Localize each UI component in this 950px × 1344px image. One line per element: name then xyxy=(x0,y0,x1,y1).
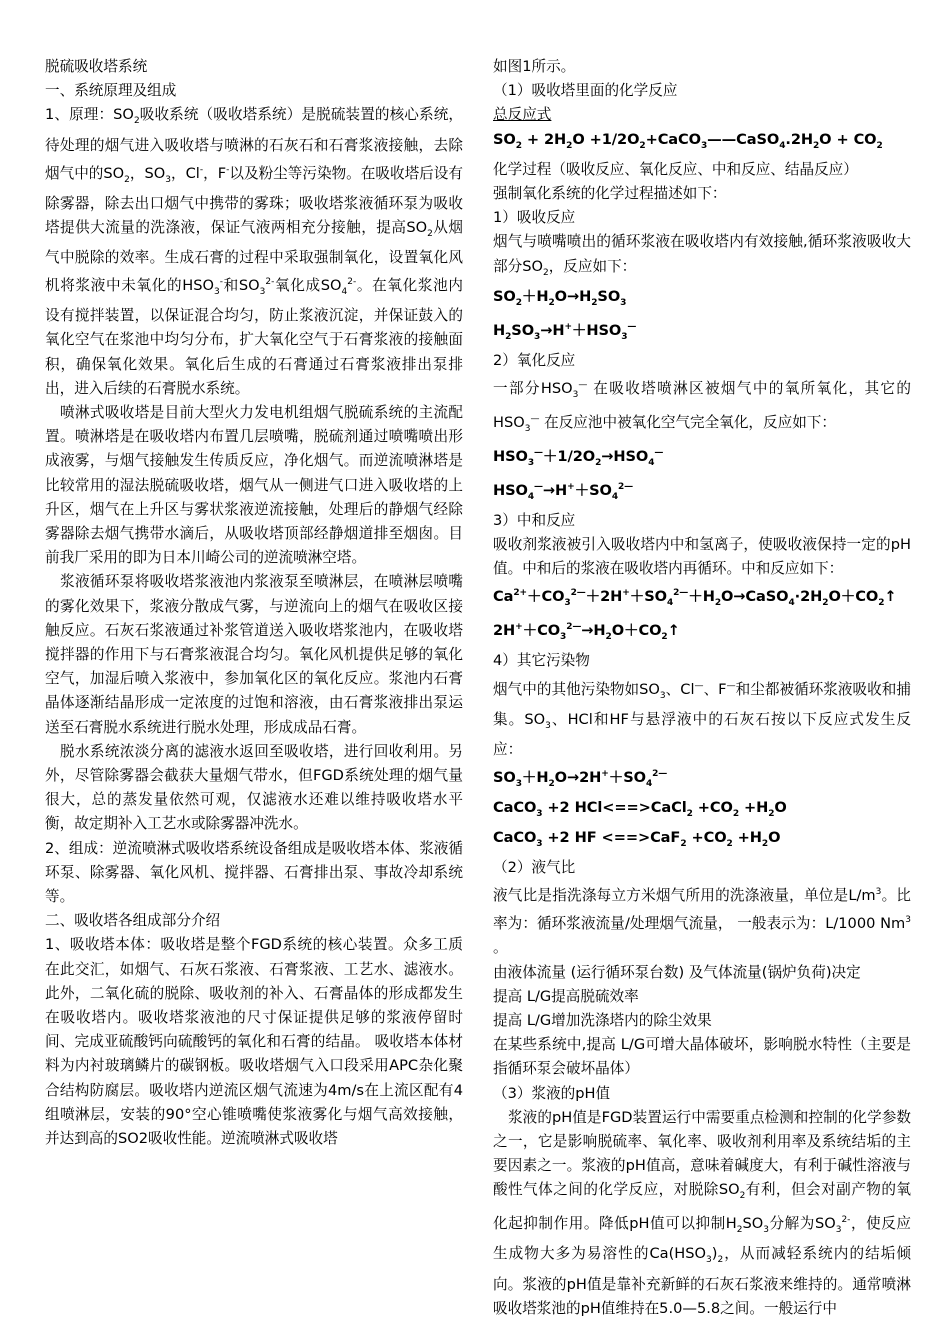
right-paragraph-22: CaCO$_3$ +2 HF $<==>CaF_2 +CO_2 +H_2O$ xyxy=(493,828,781,849)
right-column xyxy=(493,55,911,1321)
left-paragraph-7: 二、吸收塔各组成部分介绍 xyxy=(45,912,221,930)
right-paragraph-19: 烟气中的其他污染物如$SO_3$、Cl—、F—和尘都被循环浆液吸收和捕集。$SO_3$、HCl和HF与悬浮液中的石灰石按以下反应式发生反应： xyxy=(493,680,911,758)
right-paragraph-13: $HSO_4^—\to H^++SO_4^{2—}$ xyxy=(493,481,634,502)
left-paragraph-1: 一、系统原理及组成 xyxy=(45,82,177,100)
right-paragraph-4: 化学过程（吸收反应、氧化反应、中和反应、结晶反应） xyxy=(493,160,858,178)
left-paragraph-6: 2、组成：逆流喷淋式吸收塔系统设备组成是吸收塔本体、浆液循环泵、除雾器、氧化风机、搅拌器、石膏排出泵、事故冷却系统等。 xyxy=(45,839,463,906)
right-paragraph-23: （2）液气比 xyxy=(493,859,576,877)
left-paragraph-0: 脱硫吸收塔系统 xyxy=(45,58,148,75)
left-paragraph-3: 喷淋式吸收塔是目前大型火力发电机组烟气脱硫系统的主流配置。喷淋塔是在吸收塔内布置几层喷嘴，脱硫剂通过喷嘴喷出形成液雾，与烟气接触发生传质反应，净化烟气。而逆流喷淋塔是比较常用的湿法脱硫吸收塔，烟气从一侧进气口进入吸收塔的上升区，烟气在上升区与雾状浆液逆流接触，处理后的静烟气经除雾器除去烟气携带水滴后，从吸收塔顶部经静烟道排至烟囱。目前我厂采用的即为日本川崎公司的逆流喷淋空塔。 xyxy=(45,403,463,567)
right-paragraph-8: $SO_2+H_2O\to H_2SO_3$ xyxy=(493,287,627,308)
right-paragraph-25: 由液体流量 (运行循环泵台数) 及气体流量(锅炉负荷)决定 xyxy=(493,963,861,981)
right-paragraph-29: （3）浆液的pH值 xyxy=(493,1084,611,1102)
right-paragraph-0: 如图1所示。 xyxy=(493,58,576,75)
right-paragraph-15: 吸收剂浆液被引入吸收塔内中和氢离子，使吸收液保持一定的pH值。中和后的浆液在吸收塔内再循环。中和反应如下： xyxy=(493,536,911,578)
right-paragraph-1: （1）吸收塔里面的化学反应 xyxy=(493,82,678,100)
right-paragraph-20: $SO_3+H_2O\to 2H^++SO_4^{2—}$ xyxy=(493,768,668,789)
right-paragraph-28: 在某些系统中,提高 L/G可增大晶体破坏，影响脱水特性（主要是指循环泵会破坏晶体） xyxy=(493,1036,911,1078)
right-paragraph-14: 3）中和反应 xyxy=(493,511,576,529)
right-paragraph-16: $Ca^{2+}+CO_3^{2—}+2H^++SO_4^{2—}+H_2O\to CaSO_4\cdot 2H_2O+CO_2↑$ xyxy=(493,588,897,609)
left-paragraph-2: 1、原理：$SO_2$吸收系统（吸收塔系统）是脱硫装置的核心系统，待处理的烟气进入吸收塔与喷淋的石灰石和石膏浆液接触，去除烟气中的$SO_2$，$SO_3$，Cl-，F-以及粉尘等污染物。在吸收塔后设有除雾器，除去出口烟气中携带的雾珠；吸收塔浆液循环泵为吸收塔提供大流量的洗涤液，保证气液两相充分接触，提高$SO_2$从烟气中脱除的效率。生成石膏的过程中采取强制氧化，设置氧化风机将浆液中未氧化的$HSO_3^-$和$SO_3^{2-}$氧化成$SO_4^{2-}$。在氧化浆池内设有搅拌装置，以保证混合均匀，防止浆液沉淀，并保证鼓入的氧化空气在浆池中均匀分布，扩大氧化空气于石膏浆液的接触面积，确保氧化效果。氧化后生成的石膏通过石膏浆液排出泵排出，进入后续的石膏脱水系统。 xyxy=(45,106,463,397)
left-paragraph-8: 1、吸收塔本体：吸收塔是整个FGD系统的核心装置。众多工质在此交汇，如烟气、石灰石浆液、石膏浆液、工艺水、滤液水。此外，二氧化硫的脱除、吸收剂的补入、石膏晶体的形成都发生在吸收塔内。吸收塔浆液池的尺寸保证提供足够的浆液停留时间、完成亚硫酸钙向硫酸钙的氧化和石膏的结晶。 吸收塔本体材料为内衬玻璃鳞片的碳钢板。吸收塔烟气入口段采用APC杂化聚合结构防腐层。吸收塔内逆流区烟气流速为4m/s在上流区配有4组喷淋层，安装的90°空心锥喷嘴使浆液雾化与烟气高效接触，并达到高的SO2吸收性能。逆流喷淋式吸收塔 xyxy=(45,936,463,1148)
right-paragraph-5: 强制氧化系统的化学过程描述如下： xyxy=(493,184,727,202)
left-column xyxy=(45,55,463,1151)
right-paragraph-24: 液气比是指洗涤每立方米烟气所用的洗涤液量，单位是$L/m^3$。比率为：循环浆液流量/处理烟气流量， 一般表示为：L/1000 Nm$^3$ 。 xyxy=(493,887,911,957)
right-paragraph-17: $2H^++CO_3^{2—}\to H_2O+CO_2↑$ xyxy=(493,622,680,643)
right-paragraph-11: 一部分$HSO_3^—$ 在吸收塔喷淋区被烟气中的氧所氧化，其它的$HSO_3^—$ 在反应池中被氧化空气完全氧化，反应如下： xyxy=(493,379,911,434)
right-paragraph-9: $H_2SO_3\to H^++HSO_3^—$ xyxy=(493,321,637,342)
right-paragraph-30: 浆液的pH值是FGD装置运行中需要重点检测和控制的化学参数之一，它是影响脱硫率、氧化率、吸收剂利用率及系统结垢的主要因素之一。浆液的pH值高，意味着碱度大，有利于碱性溶液与酸性气体之间的化学反应，对脱除$SO_2$有利，但会对副产物的氧化起抑制作用。降低pH值可以抑制$H_2SO_3$分解为$SO_3^{2-}$，使反应生成物大多为易溶性的$Ca(HSO_3)_2$，从而减轻系统内的结垢倾向。浆液的pH值是靠补充新鲜的石灰石浆液来维持的。通常喷淋吸收塔浆池的pH值维持在5.0—5.8之间。一般运行中 xyxy=(493,1108,911,1317)
left-paragraph-4: 浆液循环泵将吸收塔浆液池内浆液泵至喷淋层，在喷淋层喷嘴的雾化效果下，浆液分散成气雾，与逆流向上的烟气在吸收区接触反应。石灰石浆液通过补浆管道送入吸收塔浆池内，在吸收塔搅拌器的作用下与石膏浆液混合均匀。氧化风机提供足够的氧化空气，加湿后喷入浆液中，参加氧化区的氧化反应。浆池内石膏晶体逐渐结晶形成一定浓度的过饱和溶液，由石膏浆液排出泵运送至石膏脱水系统进行脱水处理，形成成品石膏。 xyxy=(45,573,463,736)
right-paragraph-18: 4）其它污染物 xyxy=(493,652,590,670)
left-paragraph-5: 脱水系统浓淡分离的滤液水返回至吸收塔，进行回收利用。另外，尽管除雾器会截获大量烟气带水，但FGD系统处理的烟气量很大，总的蒸发量依然可观，仅滤液水还难以维持吸收塔水平衡，故定期补入工艺水或除雾器冲洗水。 xyxy=(45,742,463,833)
right-paragraph-21: CaCO$_3$ +2 HCl<==>CaCl$_2$ $+CO_2 +H_2O$ xyxy=(493,798,787,819)
right-paragraph-7: 烟气与喷嘴喷出的循环浆液在吸收塔内有效接触,循环浆液吸收大部分$SO_2$，反应如下： xyxy=(493,233,911,278)
right-paragraph-2: 总反应式 xyxy=(493,106,552,124)
right-paragraph-6: 1）吸收反应 xyxy=(493,209,576,227)
right-paragraph-10: 2）氧化反应 xyxy=(493,351,576,369)
right-paragraph-3: $SO_2 + 2H_2O$ $+1/2O_2+CaCO_3——CaSO_4.2H_2O + CO_2$ xyxy=(493,130,883,151)
right-paragraph-26: 提高 L/G提高脱硫效率 xyxy=(493,987,639,1005)
right-paragraph-12: $HSO_3^—+1/2O_2\to HSO_4^—$ xyxy=(493,447,664,468)
right-paragraph-27: 提高 L/G增加洗涤塔内的除尘效果 xyxy=(493,1011,712,1029)
